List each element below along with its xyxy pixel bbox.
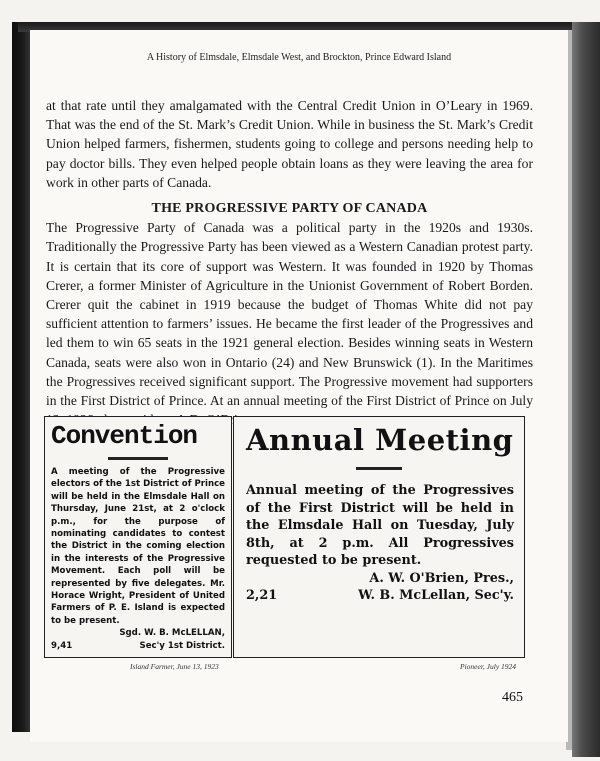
caption-pioneer: Pioneer, July 1924 (460, 662, 517, 671)
caption-island-farmer: Island Farmer, June 13, 1923 (130, 662, 219, 671)
clipping-rule (356, 467, 402, 470)
body-text (46, 96, 533, 429)
clipping-title: Convention (51, 421, 198, 451)
clipping-code: 2,21 (246, 588, 278, 603)
clipping-title: Annual Meeting (246, 423, 514, 457)
section-heading: THE PROGRESSIVE PARTY OF CANADA (151, 201, 428, 217)
newspaper-clipping-convention (44, 416, 232, 658)
clipping-secretary-line (234, 587, 524, 605)
book-cover-edge (572, 22, 600, 757)
paragraph-progressive-party: The Progressive Party of Canada was a political party in the 1920s and 1930s. Traditionally the Progressive Party has been viewed as a Western Canadian protest party. It is certain that its core of support was Western. It was founded in 1920 by Thomas Crerer, a former Minister of Agriculture in the Unionist Government of Robert Borden. Crerer quit the cabinet in 1919 because the budget of Thomas White did not pay sufficient attention to farmers’ issues. He became the first leader of the Progressives and led them to win 65 seats in the 1921 general election. Besides winning seats in Western Canada, seats were also won in Ontario (24) and New Brunswick (1). In the Maritimes the Progressives received significant support. The Progressive movement had supporters in the First District of Prince. At an annual meeting of the First District of Prince on July (46, 220, 533, 409)
clipping-code: 9,41 (51, 640, 73, 651)
clipping-body: Annual meeting of the Progressives of the First District will be held in the Elmsdale Hall on Tuesday, July 8th, at 2 p.m. All Progressives requested to be present. (246, 483, 514, 568)
clipping-president: A. W. O'Brien, Pres., (369, 570, 514, 586)
page-number: 465 (502, 690, 523, 705)
page (30, 30, 568, 742)
book-spine-edge (12, 22, 32, 732)
clipping-rule (108, 457, 168, 460)
clipping-body: A meeting of the Progressive electors of the 1st District of Prince will be held in the Elmsdale Hall on Thursday, June 21st, at 2 o'clock p.m., for the purpose of nominating candidates to contest the District in the coming election in the interests of the Progressive Movement. Each poll will be represented by five delegates. Mr. Horace Wright, President of United Farmers of P. E. Island is expected to be present. (51, 467, 225, 626)
clipping-signature-line-2 (45, 640, 231, 652)
clipping-signature-line (45, 627, 231, 639)
newspaper-clipping-annual-meeting (233, 416, 525, 658)
clipping-signature-name: Sgd. W. B. McLELLAN, (119, 628, 225, 639)
clipping-signature-title: Sec'y 1st District. (139, 640, 225, 651)
clipping-secretary: W. B. McLellan, Sec'y. (358, 588, 514, 603)
clipping-president-line (234, 570, 524, 588)
paragraph-credit-union: at that rate until they amalgamated with the Central Credit Union in O’Leary in 1969. That was the end of the St. Mark’s Credit Union. While in business the St. Mark’s Credit Union helped farmers, fishermen, students going to college and persons needing help to pay doctor bills. They even helped people obtain loans as they were leaving the area for work in other parts of Canada. (46, 98, 533, 190)
running-head: A History of Elmsdale, Elmsdale West, and Brockton, Prince Edward Island (146, 52, 452, 63)
